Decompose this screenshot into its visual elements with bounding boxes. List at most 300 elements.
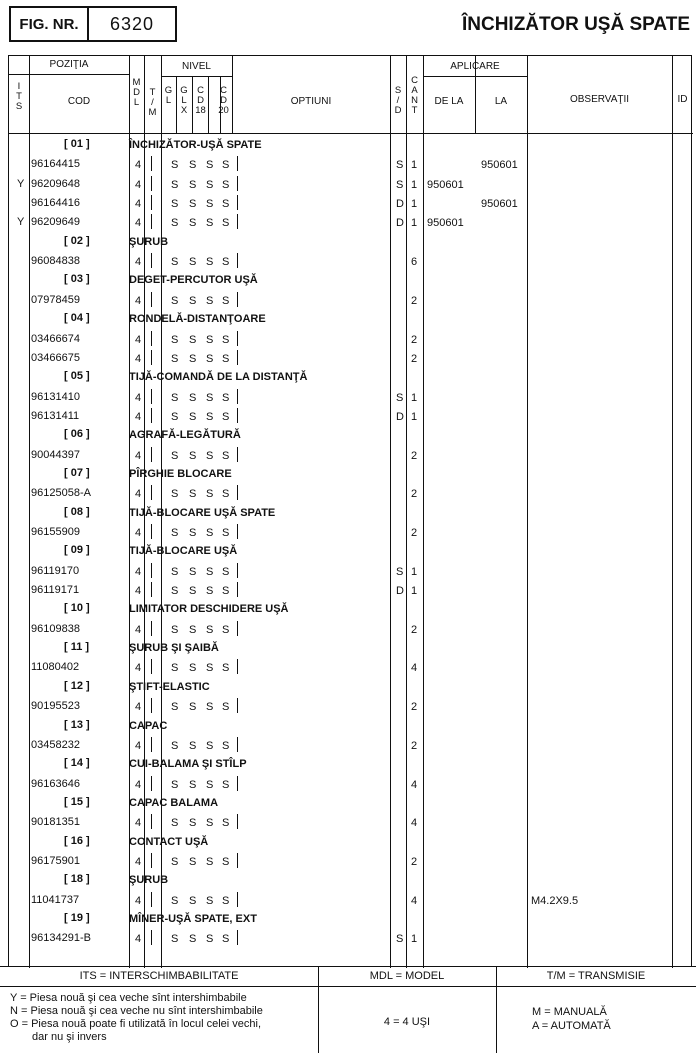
part-group-title: TIJĂ-COMANDĂ DE LA DISTANŢĂ — [129, 371, 308, 384]
nivel-glx: S — [189, 256, 197, 269]
nivel-gl: S — [171, 778, 179, 791]
col-gl: G L — [164, 85, 173, 106]
nivel-glx: S — [189, 217, 197, 230]
cell-separator — [151, 350, 152, 365]
legend-its-y: Y = Piesa nouă şi cea veche sînt intershimbabile — [10, 992, 247, 1004]
mdl-value: 4 — [135, 778, 142, 791]
part-group-title: TIJĂ-BLOCARE UŞĂ SPATE — [129, 506, 276, 519]
position-number: [ 09 ] — [64, 544, 90, 557]
nivel-cd20: S — [222, 488, 230, 501]
table-row — [9, 580, 693, 599]
nivel-glx: S — [189, 449, 197, 462]
nivel-glx: S — [189, 391, 197, 404]
nivel-cd20: S — [222, 778, 230, 791]
table-row — [9, 193, 693, 212]
cell-separator — [237, 331, 238, 346]
cell-separator — [237, 176, 238, 191]
part-code: 96155909 — [31, 526, 80, 538]
nivel-cd20: S — [222, 256, 230, 269]
position-number: [ 03 ] — [64, 273, 90, 286]
table-row — [9, 851, 693, 870]
table-row — [9, 619, 693, 638]
table-row — [9, 657, 693, 676]
cell-separator — [237, 659, 238, 674]
nivel-cd20: S — [222, 527, 230, 539]
side-value: S — [396, 178, 404, 191]
figure-number: 6320 — [109, 13, 155, 34]
table-row — [9, 154, 693, 173]
quantity: 2 — [411, 488, 418, 501]
quantity: 4 — [411, 817, 418, 830]
col-mdl: M D L — [132, 77, 141, 108]
quantity: 2 — [411, 527, 418, 539]
side-value: D — [396, 198, 404, 211]
table-row — [9, 251, 693, 270]
col-cant: C A N T — [411, 75, 418, 116]
quantity: 1 — [411, 198, 418, 211]
group-row — [9, 135, 693, 154]
part-code: 07978459 — [31, 293, 80, 306]
nivel-glx: S — [189, 855, 197, 868]
cell-separator — [151, 195, 152, 210]
nivel-gl: S — [171, 391, 179, 404]
cell-separator — [151, 485, 152, 500]
cell-separator — [151, 524, 152, 539]
cell-separator — [151, 389, 152, 404]
nivel-gl: S — [171, 159, 179, 172]
nivel-gl: S — [171, 817, 179, 830]
nivel-glx: S — [189, 662, 197, 675]
nivel-cd20: S — [222, 352, 230, 365]
part-group-title: LIMITATOR DESCHIDERE UŞĂ — [129, 603, 289, 616]
nivel-glx: S — [189, 410, 197, 423]
col-sd: S / D — [394, 85, 402, 116]
cell-separator — [237, 853, 238, 868]
table-row — [9, 445, 693, 464]
applicable-to: 950601 — [481, 159, 518, 172]
mdl-value: 4 — [135, 623, 142, 636]
group-row — [9, 832, 693, 851]
quantity: 1 — [411, 391, 418, 404]
part-code: 96125058-A — [31, 487, 91, 500]
legend-its-n: N = Piesa nouă şi cea veche nu sînt intershimbabile — [10, 1005, 263, 1017]
nivel-glx: S — [189, 739, 197, 752]
nivel-gl: S — [171, 198, 179, 211]
legend-its-title: ITS = INTERSCHIMBABILITATE — [79, 970, 239, 982]
part-code: 90195523 — [31, 700, 80, 713]
cell-separator — [237, 814, 238, 829]
nivel-cd20: S — [222, 178, 230, 191]
cell-separator — [151, 853, 152, 868]
cell-separator — [237, 892, 238, 907]
quantity: 1 — [411, 410, 418, 423]
cell-separator — [237, 524, 238, 539]
part-code: 03458232 — [31, 738, 80, 751]
nivel-cd20: S — [222, 565, 230, 578]
nivel-cd18: S — [206, 178, 214, 191]
part-code: 96209649 — [31, 216, 80, 229]
group-row — [9, 599, 693, 618]
part-code: 11080402 — [31, 661, 80, 674]
table-row — [9, 290, 693, 309]
col-aplicare: APLICARE — [450, 61, 500, 72]
nivel-gl: S — [171, 585, 179, 598]
col-optiuni: OPTIUNI — [290, 96, 332, 107]
cell-separator — [237, 621, 238, 636]
cell-separator — [237, 350, 238, 365]
cell-separator — [237, 930, 238, 945]
quantity: 2 — [411, 855, 418, 868]
nivel-cd18: S — [206, 449, 214, 462]
nivel-glx: S — [189, 198, 197, 211]
group-row — [9, 541, 693, 560]
nivel-cd20: S — [222, 739, 230, 752]
table-row — [9, 483, 693, 502]
cell-separator — [151, 156, 152, 171]
part-code: 96119170 — [31, 564, 80, 577]
col-pozitia: POZIŢIA — [49, 59, 89, 70]
table-row — [9, 387, 693, 406]
cell-separator — [151, 776, 152, 791]
nivel-cd20: S — [222, 817, 230, 830]
mdl-value: 4 — [135, 894, 142, 907]
nivel-cd20: S — [222, 410, 230, 423]
group-row — [9, 909, 693, 928]
cell-separator — [237, 582, 238, 597]
position-number: [ 11 ] — [64, 641, 90, 654]
mdl-value: 4 — [135, 701, 142, 714]
nivel-gl: S — [171, 894, 179, 907]
mdl-value: 4 — [135, 527, 142, 539]
mdl-value: 4 — [135, 855, 142, 868]
group-row — [9, 309, 693, 328]
nivel-glx: S — [189, 159, 197, 172]
mdl-value: 4 — [135, 391, 142, 404]
cell-separator — [237, 214, 238, 229]
nivel-cd18: S — [206, 256, 214, 269]
mdl-value: 4 — [135, 585, 142, 598]
nivel-cd18: S — [206, 817, 214, 830]
nivel-glx: S — [189, 565, 197, 578]
mdl-value: 4 — [135, 817, 142, 830]
table-row — [9, 928, 693, 947]
nivel-cd20: S — [222, 855, 230, 868]
nivel-cd18: S — [206, 933, 214, 946]
position-number: [ 10 ] — [64, 602, 90, 615]
mdl-value: 4 — [135, 198, 142, 211]
nivel-glx: S — [189, 585, 197, 598]
nivel-cd18: S — [206, 198, 214, 211]
col-nivel: NIVEL — [182, 61, 211, 72]
quantity: 2 — [411, 701, 418, 714]
nivel-cd20: S — [222, 585, 230, 598]
nivel-glx: S — [189, 623, 197, 636]
group-row — [9, 677, 693, 696]
nivel-cd18: S — [206, 662, 214, 675]
table-row — [9, 212, 693, 231]
mdl-value: 4 — [135, 488, 142, 501]
col-id: ID — [677, 94, 688, 105]
col-glx: G L X — [180, 85, 188, 116]
nivel-cd20: S — [222, 933, 230, 946]
position-number: [ 02 ] — [64, 234, 90, 247]
nivel-gl: S — [171, 855, 179, 868]
nivel-cd18: S — [206, 527, 214, 539]
position-number: [ 14 ] — [64, 757, 90, 770]
cell-separator — [151, 176, 152, 191]
part-code: 96119171 — [31, 584, 80, 597]
nivel-cd18: S — [206, 894, 214, 907]
legend — [0, 966, 696, 1053]
position-number: [ 05 ] — [64, 370, 90, 383]
col-tm: T / M — [148, 87, 157, 118]
part-code: 90181351 — [31, 816, 80, 829]
part-code: 96131411 — [31, 409, 80, 422]
group-row — [9, 367, 693, 386]
group-row — [9, 270, 693, 289]
position-number: [ 07 ] — [64, 466, 90, 479]
legend-tm-title: T/M = TRANSMISIE — [546, 970, 646, 982]
table-row — [9, 696, 693, 715]
nivel-glx: S — [189, 817, 197, 830]
side-value: D — [396, 585, 404, 598]
part-code: 96164416 — [31, 197, 80, 210]
mdl-value: 4 — [135, 662, 142, 675]
part-group-title: ÎNCHIZĂTOR-UŞĂ SPATE — [129, 139, 262, 151]
mdl-value: 4 — [135, 739, 142, 752]
cell-separator — [237, 292, 238, 307]
applicable-to: 950601 — [481, 198, 518, 211]
mdl-value: 4 — [135, 449, 142, 462]
nivel-gl: S — [171, 256, 179, 269]
cell-separator — [151, 331, 152, 346]
table-row — [9, 774, 693, 793]
group-row — [9, 232, 693, 251]
quantity: 2 — [411, 352, 418, 365]
nivel-cd18: S — [206, 488, 214, 501]
position-number: [ 19 ] — [64, 912, 90, 924]
part-group-title: ŞTIFT-ELASTIC — [129, 680, 210, 693]
mdl-value: 4 — [135, 933, 142, 946]
nivel-glx: S — [189, 294, 197, 307]
quantity: 2 — [411, 333, 418, 346]
col-dela: DE LA — [434, 96, 464, 107]
col-cd20: C D 20 — [218, 85, 229, 116]
nivel-cd18: S — [206, 391, 214, 404]
nivel-cd20: S — [222, 623, 230, 636]
mdl-value: 4 — [135, 178, 142, 191]
mdl-value: 4 — [135, 159, 142, 172]
cell-separator — [151, 814, 152, 829]
its-value: Y — [17, 177, 25, 190]
cell-separator — [151, 737, 152, 752]
cell-separator — [151, 698, 152, 713]
part-code: 96209648 — [31, 177, 80, 190]
quantity: 4 — [411, 894, 418, 907]
table-row — [9, 329, 693, 348]
cell-separator — [237, 485, 238, 500]
nivel-cd20: S — [222, 894, 230, 907]
nivel-glx: S — [189, 894, 197, 907]
observation: M4.2X9.5 — [531, 894, 579, 907]
col-cod: COD — [67, 96, 91, 107]
parts-table — [8, 55, 692, 967]
nivel-gl: S — [171, 449, 179, 462]
cell-separator — [237, 195, 238, 210]
table-row — [9, 522, 693, 541]
side-value: S — [396, 391, 404, 404]
legend-mdl-title: MDL = MODEL — [369, 970, 445, 982]
mdl-value: 4 — [135, 256, 142, 269]
part-group-title: DEGET-PERCUTOR UŞĂ — [129, 274, 258, 287]
nivel-glx: S — [189, 488, 197, 501]
part-code: 03466674 — [31, 332, 80, 345]
legend-its-o1: O = Piesa nouă poate fi utilizată în locul celei vechi, — [10, 1018, 262, 1030]
nivel-cd18: S — [206, 159, 214, 172]
group-row — [9, 793, 693, 812]
quantity: 1 — [411, 565, 418, 578]
nivel-cd18: S — [206, 565, 214, 578]
cell-separator — [151, 563, 152, 578]
nivel-gl: S — [171, 178, 179, 191]
col-cd18: C D 18 — [195, 85, 206, 116]
cell-separator — [151, 253, 152, 268]
group-row — [9, 638, 693, 657]
nivel-cd20: S — [222, 217, 230, 230]
position-number: [ 12 ] — [64, 679, 90, 692]
nivel-glx: S — [189, 778, 197, 791]
side-value: S — [396, 565, 404, 578]
cell-separator — [237, 776, 238, 791]
nivel-gl: S — [171, 294, 179, 307]
cell-separator — [151, 408, 152, 423]
part-group-title: CAPAC — [129, 719, 168, 732]
part-group-title: ŞURUB — [129, 235, 169, 248]
quantity: 1 — [411, 178, 418, 191]
nivel-cd18: S — [206, 294, 214, 307]
position-number: [ 18 ] — [64, 873, 90, 886]
part-group-title: TIJĂ-BLOCARE UŞĂ — [129, 545, 238, 558]
cell-separator — [237, 447, 238, 462]
part-group-title: AGRAFĂ-LEGĂTURĂ — [129, 429, 241, 442]
side-value: S — [396, 933, 404, 946]
nivel-gl: S — [171, 488, 179, 501]
nivel-glx: S — [189, 333, 197, 346]
part-code: 96084838 — [31, 255, 80, 268]
part-code: 96134291-B — [31, 932, 91, 945]
quantity: 2 — [411, 449, 418, 462]
nivel-gl: S — [171, 565, 179, 578]
nivel-cd18: S — [206, 352, 214, 365]
quantity: 2 — [411, 623, 418, 636]
legend-tm-a: A = AUTOMATĂ — [532, 1020, 611, 1032]
quantity: 2 — [411, 739, 418, 752]
cell-separator — [151, 659, 152, 674]
col-observatii: OBSERVAŢII — [569, 94, 630, 105]
table-row — [9, 890, 693, 909]
part-code: 96175901 — [31, 854, 80, 867]
part-group-title: CONTACT UŞĂ — [129, 835, 209, 848]
cell-separator — [237, 253, 238, 268]
figure-label: FIG. NR. — [11, 8, 89, 40]
table-row — [9, 174, 693, 193]
nivel-cd18: S — [206, 701, 214, 714]
nivel-cd18: S — [206, 585, 214, 598]
group-row — [9, 754, 693, 773]
table-row — [9, 735, 693, 754]
part-group-title: PÎRGHIE BLOCARE — [129, 467, 232, 480]
nivel-gl: S — [171, 410, 179, 423]
nivel-cd18: S — [206, 778, 214, 791]
nivel-gl: S — [171, 217, 179, 230]
quantity: 4 — [411, 662, 418, 675]
part-code: 96131410 — [31, 390, 80, 403]
mdl-value: 4 — [135, 352, 142, 365]
cell-separator — [237, 408, 238, 423]
nivel-cd20: S — [222, 294, 230, 307]
cell-separator — [237, 389, 238, 404]
group-row — [9, 464, 693, 483]
nivel-cd18: S — [206, 217, 214, 230]
figure-number-box — [9, 6, 177, 42]
cell-separator — [237, 563, 238, 578]
part-group-title: CAPAC BALAMA — [129, 796, 219, 809]
position-number: [ 15 ] — [64, 795, 90, 808]
cell-separator — [151, 292, 152, 307]
nivel-gl: S — [171, 662, 179, 675]
side-value: D — [396, 410, 404, 423]
side-value: S — [396, 159, 404, 172]
cell-separator — [237, 737, 238, 752]
nivel-gl: S — [171, 352, 179, 365]
legend-tm-m: M = MANUALĂ — [532, 1006, 607, 1018]
quantity: 4 — [411, 778, 418, 791]
part-group-title: ŞURUB — [129, 874, 169, 887]
part-group-title: CUI-BALAMA ŞI STÎLP — [129, 758, 247, 771]
group-row — [9, 425, 693, 444]
legend-mdl-value: 4 = 4 UŞI — [383, 1016, 431, 1028]
group-row — [9, 716, 693, 735]
nivel-gl: S — [171, 527, 179, 539]
position-number: [ 08 ] — [64, 505, 90, 518]
legend-its-o2: dar nu şi invers — [32, 1031, 107, 1043]
side-value: D — [396, 217, 404, 230]
table-row — [9, 561, 693, 580]
cell-separator — [237, 156, 238, 171]
nivel-gl: S — [171, 933, 179, 946]
position-number: [ 16 ] — [64, 834, 90, 847]
col-la: LA — [494, 96, 508, 107]
position-number: [ 01 ] — [64, 138, 90, 150]
table-row — [9, 406, 693, 425]
nivel-gl: S — [171, 701, 179, 714]
quantity: 1 — [411, 585, 418, 598]
part-group-title: RONDELĂ-DISTANŢOARE — [129, 313, 266, 326]
nivel-cd18: S — [206, 333, 214, 346]
its-value: Y — [17, 216, 25, 229]
group-row — [9, 870, 693, 889]
nivel-cd18: S — [206, 739, 214, 752]
mdl-value: 4 — [135, 565, 142, 578]
applicable-from: 950601 — [427, 217, 464, 230]
nivel-glx: S — [189, 933, 197, 946]
nivel-glx: S — [189, 701, 197, 714]
nivel-cd20: S — [222, 662, 230, 675]
nivel-cd18: S — [206, 623, 214, 636]
cell-separator — [151, 930, 152, 945]
position-number: [ 13 ] — [64, 718, 90, 731]
cell-separator — [237, 698, 238, 713]
